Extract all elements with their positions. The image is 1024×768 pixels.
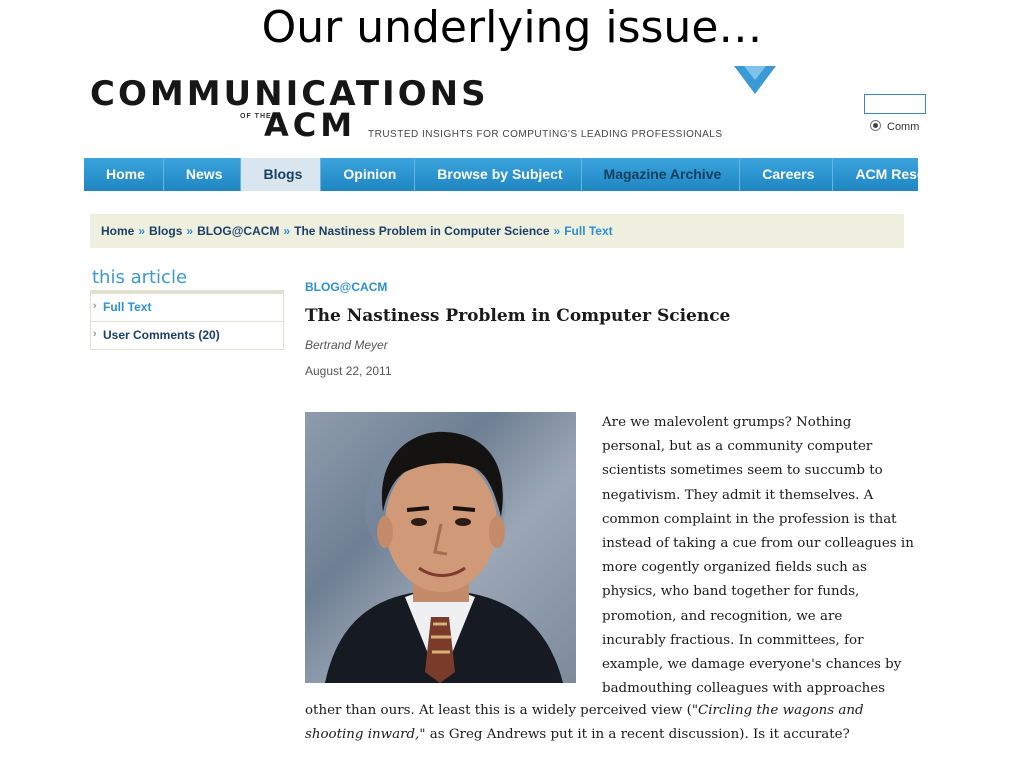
nav-careers[interactable]: Careers: [740, 158, 833, 191]
article-body-full-width: [305, 699, 917, 747]
logo-of-the: OF THE: [240, 113, 272, 120]
search-input[interactable]: [864, 94, 926, 114]
article-body-line: physics, who band together for funds,: [602, 584, 860, 600]
article-body-line: negativism. They admit it themselves. A: [602, 487, 874, 503]
nav-magazine-archive[interactable]: Magazine Archive: [582, 158, 741, 191]
nav-news[interactable]: News: [164, 158, 242, 191]
nav-opinion[interactable]: Opinion: [321, 158, 415, 191]
article-body-line: scientists sometimes seem to succumb to: [602, 463, 883, 479]
body-text: " as Greg Andrews put it in a recent discussion). Is it accurate?: [419, 727, 850, 743]
nav-blogs[interactable]: Blogs: [241, 158, 321, 191]
sidebar-list: [90, 290, 284, 350]
breadcrumb-current: Full Text: [564, 224, 613, 238]
sidebar-item-user-comments[interactable]: › User Comments (20): [91, 322, 283, 350]
breadcrumb-separator: »: [283, 224, 291, 238]
article-body-line: common complaint in the profession is that: [602, 511, 897, 527]
breadcrumb: [90, 214, 904, 248]
search-scope-radio[interactable]: [870, 120, 919, 133]
main-nav: [84, 158, 926, 191]
article-body-line: [305, 699, 917, 723]
article-body-wrapped: [602, 411, 912, 701]
nav-browse-by-subject[interactable]: Browse by Subject: [415, 158, 581, 191]
sidebar: [90, 266, 284, 350]
quote-italic: "Circling the wagons and: [691, 703, 864, 718]
article-header: [305, 280, 915, 378]
article-body-line: promotion, and recognition, we are: [602, 608, 843, 624]
article-body-line: personal, but as a community computer: [602, 439, 873, 455]
quote-italic: shooting inward,: [305, 727, 420, 743]
webpage-screenshot: [84, 66, 926, 756]
breadcrumb-blog-cacm[interactable]: BLOG@CACM: [197, 224, 280, 238]
article-body-line: [305, 723, 917, 747]
sidebar-item-full-text[interactable]: › Full Text: [91, 294, 283, 322]
radio-selected-icon[interactable]: [870, 120, 881, 131]
nav-acm-resources[interactable]: ACM Reso: [855, 166, 926, 182]
article-body-line: badmouthing colleagues with approaches: [602, 681, 886, 697]
breadcrumb-article[interactable]: The Nastiness Problem in Computer Science: [294, 224, 550, 238]
author-portrait-image: [305, 412, 576, 683]
article-body-line: incurably fractious. In committees, for: [602, 632, 864, 648]
breadcrumb-separator: »: [553, 224, 561, 238]
slide-title: Our underlying issue…: [261, 2, 763, 53]
breadcrumb-separator: »: [186, 224, 194, 238]
article-title: The Nastiness Problem in Computer Science: [305, 306, 731, 326]
sidebar-title: this article: [92, 267, 188, 288]
nav-home[interactable]: Home: [84, 158, 164, 191]
breadcrumb-separator: »: [138, 224, 146, 238]
article-body-line: Are we malevolent grumps? Nothing: [602, 415, 852, 430]
author-photo: [305, 412, 576, 683]
article-body-line: instead of taking a cue from our colleagues in: [602, 536, 914, 552]
article-author[interactable]: Bertrand Meyer: [305, 338, 388, 352]
breadcrumb-home[interactable]: Home: [101, 224, 135, 238]
logo-communications[interactable]: COMMUNICATIONS: [90, 74, 489, 114]
article-date: August 22, 2011: [305, 364, 392, 378]
tagline: TRUSTED INSIGHTS FOR COMPUTING'S LEADING PROFESSIONALS: [368, 129, 723, 140]
body-text: other than ours. At least this is a widely perceived view (: [305, 703, 692, 718]
article-body-line: more cogently organized fields such as: [602, 560, 867, 576]
logo-acm[interactable]: ACM: [264, 106, 357, 144]
breadcrumb-blogs[interactable]: Blogs: [149, 224, 183, 238]
article-section[interactable]: BLOG@CACM: [305, 280, 388, 294]
radio-label: Comm: [887, 121, 920, 133]
article-body-line: example, we damage everyone's chances by: [602, 657, 902, 673]
